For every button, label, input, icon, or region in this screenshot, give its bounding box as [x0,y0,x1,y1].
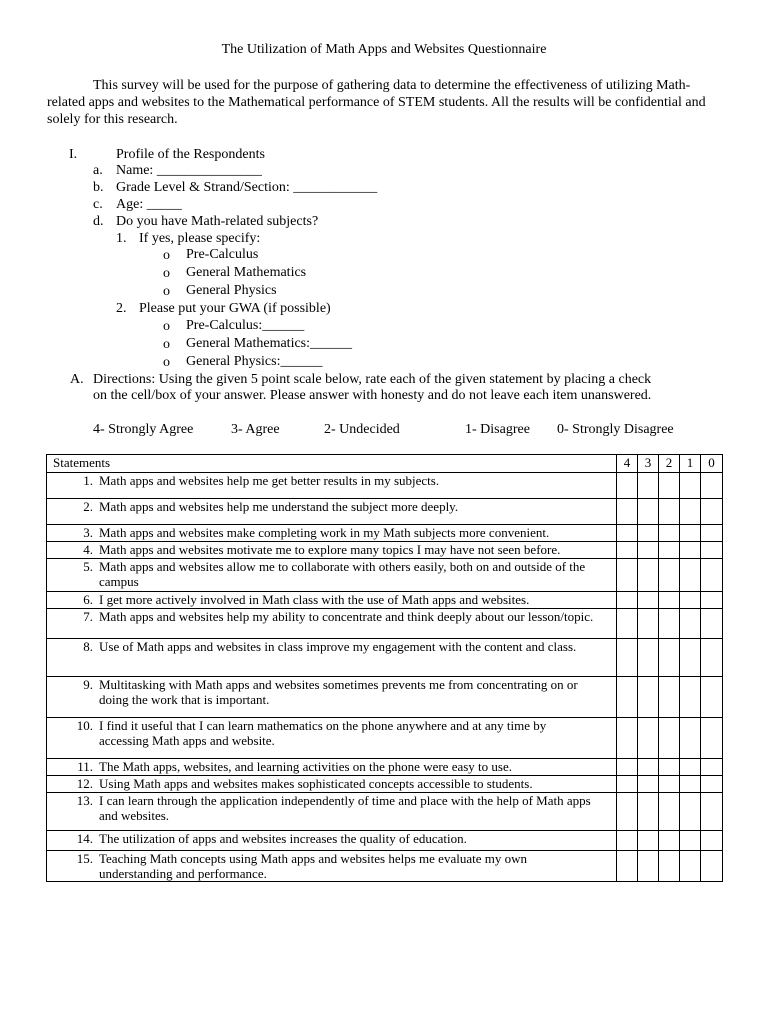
gwa-field: Pre-Calculus:______ [186,318,305,333]
statement-text: Use of Math apps and websites in class improve my engagement with the content and class. [99,639,577,654]
directions-line-1: Directions: Using the given 5 point scale below, rate each of the given statement by placing a check [93,372,652,387]
rating-cell[interactable] [680,759,701,776]
statement-number: 14. [76,831,93,846]
statement-text: The Math apps, websites, and learning activities on the phone were easy to use. [99,759,512,774]
rating-cell[interactable] [659,499,680,525]
section-number: I. [69,147,78,162]
statement-cell [47,677,617,718]
rating-cell[interactable] [701,776,723,793]
table-row [47,718,723,759]
rating-cell[interactable] [680,793,701,831]
table-row [47,525,723,542]
rating-cell[interactable] [617,592,638,609]
scale-item: 2- Undecided [324,422,400,437]
statement-cell [47,559,617,592]
table-row [47,499,723,525]
rating-cell[interactable] [701,609,723,639]
statement-number: 4. [83,542,93,557]
statement-text: I get more actively involved in Math class with the use of Math apps and websites. [99,592,530,607]
rating-cell[interactable] [638,592,659,609]
rating-cell[interactable] [701,525,723,542]
rating-cell[interactable] [617,542,638,559]
rating-column-header: 4 [617,455,638,473]
statement-cell [47,718,617,759]
statement-text: Using Math apps and websites makes sophisticated concepts accessible to students. [99,776,533,791]
rating-column-header: 0 [701,455,723,473]
rating-column-header: 2 [659,455,680,473]
statement-number: 5. [83,559,93,574]
rating-cell[interactable] [701,542,723,559]
table-row [47,592,723,609]
rating-cell[interactable] [638,851,659,882]
rating-cell[interactable] [638,609,659,639]
statement-number: 11. [77,759,93,774]
rating-cell[interactable] [659,559,680,592]
subject-option: General Mathematics [186,265,307,280]
statement-text: I can learn through the application independently of time and place with the help of Math apps and websites. [99,793,591,823]
statement-text: I find it useful that I can learn mathematics on the phone anywhere and at any time by accessing Math apps and website. [99,718,547,748]
rating-cell[interactable] [701,592,723,609]
document-title: The Utilization of Math Apps and Websites Questionnaire [221,42,547,57]
rating-cell[interactable] [659,759,680,776]
statement-cell [47,473,617,499]
table-row [47,831,723,851]
rating-cell[interactable] [659,592,680,609]
statement-number: 8. [83,639,93,654]
rating-cell[interactable] [617,831,638,851]
rating-cell[interactable] [617,759,638,776]
rating-cell[interactable] [638,542,659,559]
rating-cell[interactable] [701,851,723,882]
rating-cell[interactable] [617,851,638,882]
table-row [47,776,723,793]
rating-cell[interactable] [680,473,701,499]
bullet-icon: o [163,284,170,299]
sub2-number: 2. [116,301,127,316]
item-letter-d: d. [93,214,104,229]
statement-cell [47,525,617,542]
sub2-text: Please put your GWA (if possible) [139,301,331,316]
statement-cell [47,542,617,559]
rating-cell[interactable] [617,677,638,718]
rating-cell[interactable] [638,559,659,592]
sub1-text: If yes, please specify: [139,231,261,246]
rating-cell[interactable] [701,499,723,525]
rating-cell[interactable] [680,609,701,639]
rating-cell[interactable] [638,473,659,499]
statement-number: 3. [83,525,93,540]
statement-cell [47,592,617,609]
rating-cell[interactable] [638,759,659,776]
rating-cell[interactable] [617,639,638,677]
scale-item: 1- Disagree [465,422,530,437]
rating-column-header: 1 [680,455,701,473]
table-row [47,677,723,718]
rating-cell[interactable] [701,639,723,677]
rating-cell[interactable] [638,793,659,831]
bullet-icon: o [163,319,170,334]
grade-level-field: Grade Level & Strand/Section: ____________ [116,180,378,195]
statement-text: Math apps and websites motivate me to explore many topics I may have not seen before. [99,542,561,557]
scale-item: 3- Agree [231,422,280,437]
statement-cell [47,609,617,639]
statement-text: Math apps and websites help me get better results in my subjects. [99,473,440,488]
statement-cell [47,793,617,831]
rating-cell[interactable] [701,718,723,759]
directions-letter: A. [70,372,84,387]
statement-number: 9. [83,677,93,692]
statement-text: Teaching Math concepts using Math apps and websites helps me evaluate my own understanding and performance. [99,851,527,881]
directions-line-2: on the cell/box of your answer. Please answer with honesty and do not leave each item unanswered. [93,388,652,403]
rating-cell[interactable] [680,639,701,677]
section-heading: Profile of the Respondents [116,147,265,162]
statement-cell [47,851,617,882]
rating-cell[interactable] [659,776,680,793]
statement-text: Multitasking with Math apps and websites sometimes prevents me from concentrating on or doing the work that is important. [99,677,578,707]
table-row [47,542,723,559]
table-row [47,473,723,499]
rating-cell[interactable] [638,831,659,851]
item-letter-a: a. [93,163,103,178]
statement-cell [47,831,617,851]
rating-cell[interactable] [659,525,680,542]
rating-cell[interactable] [680,525,701,542]
rating-cell[interactable] [659,793,680,831]
scale-item: 0- Strongly Disagree [557,422,674,437]
rating-cell[interactable] [680,542,701,559]
rating-cell[interactable] [617,473,638,499]
rating-cell[interactable] [659,542,680,559]
table-header-row [47,455,723,473]
gwa-field: General Mathematics:______ [186,336,353,351]
table-row [47,793,723,831]
table-row [47,609,723,639]
rating-cell[interactable] [617,499,638,525]
statement-number: 10. [76,718,93,733]
statement-text: The utilization of apps and websites increases the quality of education. [99,831,467,846]
rating-cell[interactable] [659,851,680,882]
rating-cell[interactable] [701,559,723,592]
statement-cell [47,639,617,677]
statement-number: 6. [83,592,93,607]
table-row [47,639,723,677]
rating-cell[interactable] [680,718,701,759]
table-row [47,851,723,882]
rating-cell[interactable] [659,609,680,639]
rating-cell[interactable] [680,592,701,609]
statement-text: Math apps and websites allow me to collaborate with others easily, both on and outside of the campus [99,559,586,589]
statement-number: 12. [76,776,93,791]
rating-cell[interactable] [617,776,638,793]
statement-number: 1. [83,473,93,488]
rating-cell[interactable] [680,776,701,793]
statement-text: Math apps and websites make completing work in my Math subjects more convenient. [99,525,550,540]
sub1-number: 1. [116,231,127,246]
statements-header: Statements [47,455,617,473]
rating-cell[interactable] [617,559,638,592]
rating-cell[interactable] [659,677,680,718]
bullet-icon: o [163,337,170,352]
rating-column-header: 3 [638,455,659,473]
rating-cell[interactable] [617,718,638,759]
rating-cell[interactable] [638,677,659,718]
bullet-icon: o [163,266,170,281]
table-row [47,559,723,592]
rating-cell[interactable] [638,718,659,759]
statement-number: 15. [76,851,93,866]
statement-number: 13. [76,793,93,808]
math-subjects-question: Do you have Math-related subjects? [116,214,319,229]
rating-cell[interactable] [638,639,659,677]
statement-text: Math apps and websites help me understand the subject more deeply. [99,499,459,514]
rating-cell[interactable] [701,793,723,831]
rating-cell[interactable] [680,677,701,718]
bullet-icon: o [163,355,170,370]
rating-cell[interactable] [659,831,680,851]
rating-cell[interactable] [638,776,659,793]
name-field: Name: _______________ [116,163,262,178]
rating-cell[interactable] [617,793,638,831]
rating-cell[interactable] [701,759,723,776]
statement-text: Math apps and websites help my ability to concentrate and think deeply about our lesson/topic. [99,609,594,624]
rating-cell[interactable] [617,525,638,542]
item-letter-c: c. [93,197,103,212]
rating-cell[interactable] [638,499,659,525]
rating-cell[interactable] [680,559,701,592]
subject-option: Pre-Calculus [186,247,259,262]
subject-option: General Physics [186,283,277,298]
intro-paragraph: This survey will be used for the purpose of gathering data to determine the effectiveness of utilizing Math-related apps and websites to the Mathematical performance of STEM students. All the results will be confidential and solely for this research. [47,78,706,127]
bullet-icon: o [163,248,170,263]
item-letter-b: b. [93,180,104,195]
statement-number: 7. [83,609,93,624]
rating-cell[interactable] [659,639,680,677]
scale-item: 4- Strongly Agree [93,422,194,437]
rating-cell[interactable] [701,831,723,851]
statement-number: 2. [83,499,93,514]
rating-cell[interactable] [659,473,680,499]
rating-cell[interactable] [680,831,701,851]
rating-cell[interactable] [638,525,659,542]
statement-cell [47,759,617,776]
rating-cell[interactable] [701,677,723,718]
table-row [47,759,723,776]
rating-table [46,454,723,882]
statement-cell [47,776,617,793]
rating-cell[interactable] [617,609,638,639]
statement-cell [47,499,617,525]
age-field: Age: _____ [116,197,182,212]
rating-cell[interactable] [659,718,680,759]
gwa-field: General Physics:______ [186,354,323,369]
rating-cell[interactable] [701,473,723,499]
rating-cell[interactable] [680,851,701,882]
rating-cell[interactable] [680,499,701,525]
